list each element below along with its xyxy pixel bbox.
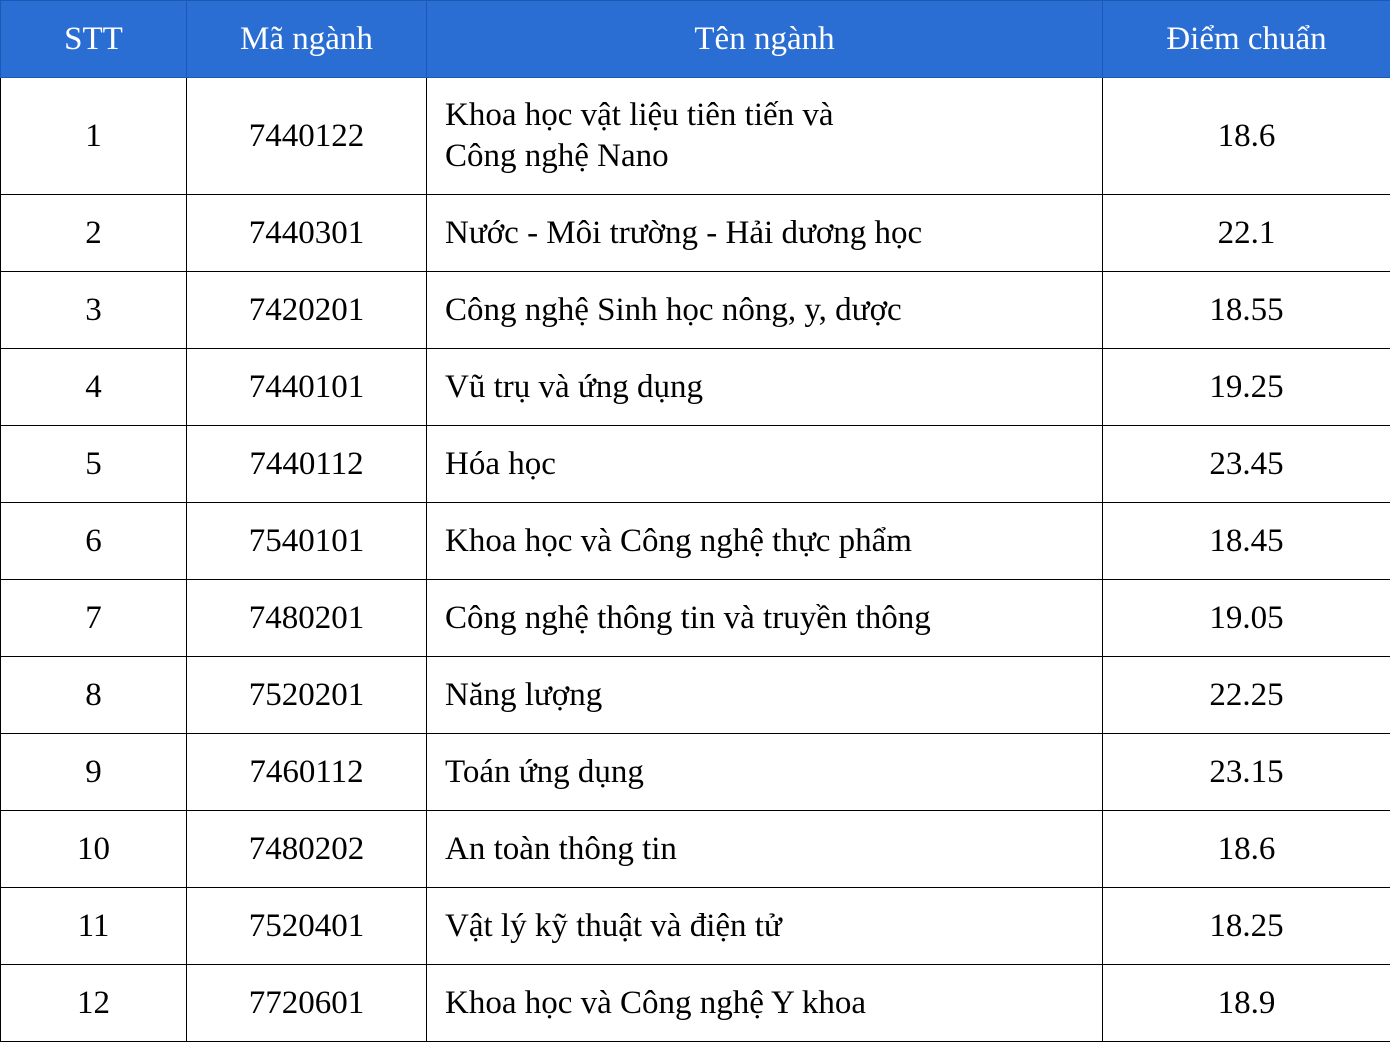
cell-ten-nganh — [427, 78, 1103, 195]
cell-diem-chuan: 18.6 — [1103, 811, 1390, 888]
cell-stt: 11 — [1, 888, 187, 965]
cell-ten-nganh: Công nghệ thông tin và truyền thông — [427, 580, 1103, 657]
cell-diem-chuan: 19.05 — [1103, 580, 1390, 657]
cell-diem-chuan: 19.25 — [1103, 349, 1390, 426]
cell-ten-nganh: Nước - Môi trường - Hải dương học — [427, 195, 1103, 272]
cell-diem-chuan: 23.15 — [1103, 734, 1390, 811]
cell-diem-chuan: 18.9 — [1103, 965, 1390, 1042]
cell-ma-nganh: 7480202 — [187, 811, 427, 888]
cell-diem-chuan: 18.6 — [1103, 78, 1390, 195]
table-row — [1, 349, 1390, 426]
table-row — [1, 580, 1390, 657]
cell-diem-chuan: 22.1 — [1103, 195, 1390, 272]
table-row — [1, 195, 1390, 272]
cell-ma-nganh: 7480201 — [187, 580, 427, 657]
table-row — [1, 272, 1390, 349]
cell-stt: 10 — [1, 811, 187, 888]
cell-stt: 7 — [1, 580, 187, 657]
cell-stt: 6 — [1, 503, 187, 580]
cell-stt: 9 — [1, 734, 187, 811]
cell-diem-chuan: 18.25 — [1103, 888, 1390, 965]
table-row — [1, 503, 1390, 580]
cell-ten-nganh: Khoa học và Công nghệ Y khoa — [427, 965, 1103, 1042]
table-row — [1, 78, 1390, 195]
table-row — [1, 888, 1390, 965]
cell-ten-nganh: Năng lượng — [427, 657, 1103, 734]
cell-ma-nganh: 7520201 — [187, 657, 427, 734]
cell-ma-nganh: 7440301 — [187, 195, 427, 272]
cell-ma-nganh: 7540101 — [187, 503, 427, 580]
cell-ma-nganh: 7440112 — [187, 426, 427, 503]
cell-ten-nganh-line1: Khoa học vật liệu tiên tiến và — [445, 95, 1092, 136]
cell-ten-nganh: Công nghệ Sinh học nông, y, dược — [427, 272, 1103, 349]
cell-diem-chuan: 23.45 — [1103, 426, 1390, 503]
cell-stt: 2 — [1, 195, 187, 272]
cell-ten-nganh-line2: Công nghệ Nano — [445, 136, 1092, 177]
cell-stt: 5 — [1, 426, 187, 503]
cell-ten-nganh: Khoa học và Công nghệ thực phẩm — [427, 503, 1103, 580]
column-header-ten-nganh: Tên ngành — [427, 1, 1103, 78]
cell-diem-chuan: 18.45 — [1103, 503, 1390, 580]
table-body — [1, 78, 1390, 1042]
table-row — [1, 734, 1390, 811]
cell-stt: 1 — [1, 78, 187, 195]
cell-ma-nganh: 7420201 — [187, 272, 427, 349]
table-row — [1, 657, 1390, 734]
table-row — [1, 965, 1390, 1042]
cell-stt: 3 — [1, 272, 187, 349]
cell-ma-nganh: 7460112 — [187, 734, 427, 811]
table-row — [1, 811, 1390, 888]
cell-ten-nganh: Hóa học — [427, 426, 1103, 503]
table-header-row — [1, 1, 1390, 78]
table-header — [1, 1, 1390, 78]
cell-ma-nganh: 7520401 — [187, 888, 427, 965]
cell-ma-nganh: 7440122 — [187, 78, 427, 195]
cell-stt: 4 — [1, 349, 187, 426]
cell-ten-nganh: Vũ trụ và ứng dụng — [427, 349, 1103, 426]
cell-diem-chuan: 22.25 — [1103, 657, 1390, 734]
cell-ma-nganh: 7440101 — [187, 349, 427, 426]
column-header-stt: STT — [1, 1, 187, 78]
cell-ten-nganh: Toán ứng dụng — [427, 734, 1103, 811]
cell-ma-nganh: 7720601 — [187, 965, 427, 1042]
table-row — [1, 426, 1390, 503]
cell-ten-nganh: Vật lý kỹ thuật và điện tử — [427, 888, 1103, 965]
column-header-ma-nganh: Mã ngành — [187, 1, 427, 78]
column-header-diem-chuan: Điểm chuẩn — [1103, 1, 1390, 78]
cell-stt: 8 — [1, 657, 187, 734]
cell-diem-chuan: 18.55 — [1103, 272, 1390, 349]
cell-stt: 12 — [1, 965, 187, 1042]
cell-ten-nganh: An toàn thông tin — [427, 811, 1103, 888]
